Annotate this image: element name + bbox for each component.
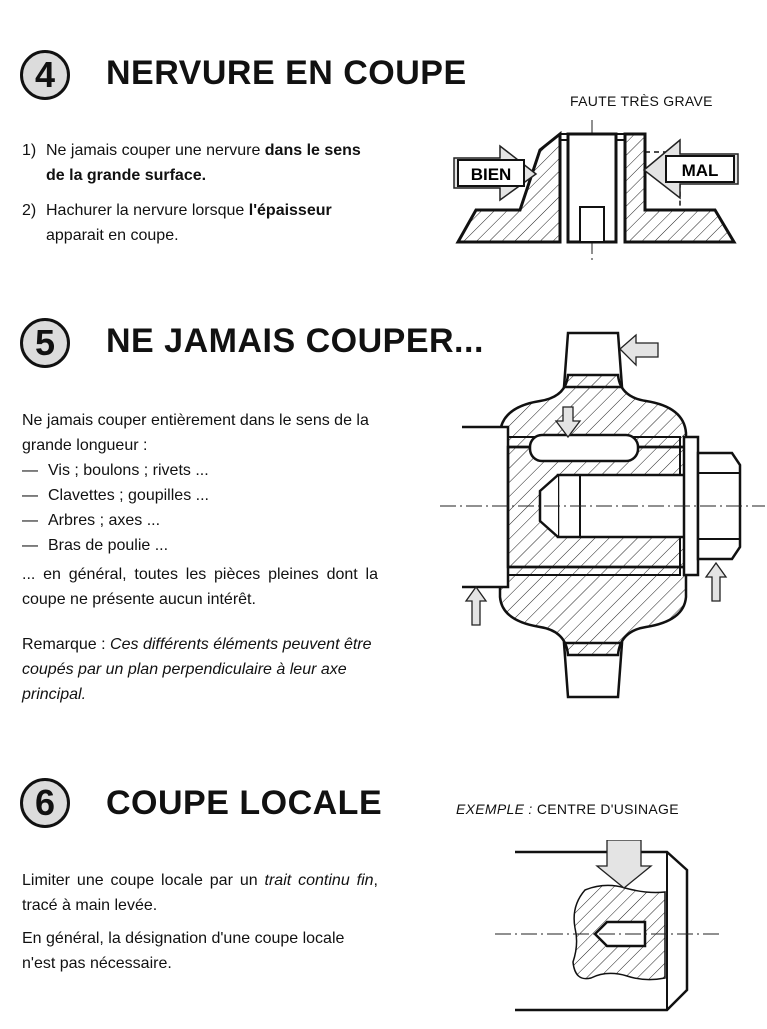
list-item-text: Vis ; boulons ; rivets ... — [48, 462, 209, 479]
remark-text: Ces différents éléments peuvent être coupés par un plan perpendiculaire à leur axe principal. — [22, 636, 372, 703]
list-item — [22, 458, 378, 483]
section-5-title: NE JAMAIS COUPER... — [106, 322, 484, 360]
rule-1 — [22, 138, 377, 188]
list-item-text: Bras de poulie ... — [48, 537, 169, 554]
section-5-number: 5 — [20, 318, 70, 368]
section-5-body — [22, 408, 378, 707]
list-item — [22, 533, 378, 558]
rule-2-number: 2) — [22, 202, 37, 219]
section-4-figure-caption: FAUTE TRÈS GRAVE — [570, 93, 713, 109]
list-item-text: Clavettes ; goupilles ... — [48, 487, 209, 504]
p1-italic: trait continu fin — [264, 872, 374, 889]
rule-1-text-regular: Ne jamais couper une nervure — [46, 142, 265, 159]
rule-2-text-end: apparait en coupe. — [46, 227, 179, 244]
p1-regular: Limiter une coupe locale par un — [22, 872, 265, 889]
rule-2-text — [46, 198, 377, 248]
list-dash: — — [22, 537, 38, 554]
rule-2-text-regular: Hachurer la nervure lorsque — [46, 202, 249, 219]
rule-1-text — [46, 138, 377, 188]
list-dash: — — [22, 462, 38, 479]
section-6-number: 6 — [20, 778, 70, 828]
section-4-rules — [22, 138, 377, 248]
section-5-general: ... en général, toutes les pièces pleines dont la coupe ne présente aucun intérêt. — [22, 566, 378, 608]
list-dash: — — [22, 487, 38, 504]
section-6-title: COUPE LOCALE — [106, 784, 383, 822]
remark-label: Remarque : — [22, 636, 111, 653]
caption-italic: EXEMPLE : — [456, 801, 533, 817]
arrow-shaft — [466, 587, 486, 625]
list-item — [22, 508, 378, 533]
list-dash: — — [22, 512, 38, 529]
rule-2-text-bold: l'épaisseur — [248, 202, 332, 219]
list-item — [22, 483, 378, 508]
rule-1-text-bold: dans le sens de la grande surface. — [46, 142, 361, 184]
p1-end: , tracé à main levée. — [22, 872, 378, 914]
section-4-number: 4 — [20, 50, 70, 100]
rib-section-figure — [440, 112, 760, 267]
shaft — [462, 427, 508, 587]
pulley-hub-figure — [440, 325, 765, 705]
label-good: BIEN — [470, 165, 512, 184]
rule-1-number: 1) — [22, 142, 37, 159]
section-6-figure-caption — [456, 801, 679, 817]
section-6-body — [22, 868, 378, 976]
caption-text: CENTRE D'USINAGE — [536, 801, 679, 817]
rule-2 — [22, 198, 377, 248]
list-item-text: Arbres ; axes ... — [48, 512, 161, 529]
section-5-remark — [22, 632, 378, 707]
arrow-arm — [620, 335, 658, 365]
section-4-title: NERVURE EN COUPE — [106, 54, 467, 92]
key — [530, 435, 638, 461]
local-section-figure — [495, 840, 740, 1020]
section-6-p1 — [22, 868, 378, 918]
section-5-intro: Ne jamais couper entièrement dans le sens de la grande longueur : — [22, 412, 369, 454]
arrow-screw — [706, 563, 726, 601]
section-6-p2: En général, la désignation d'une coupe locale n'est pas nécessaire. — [22, 930, 345, 972]
hub-bottom — [500, 567, 686, 655]
label-bad: MAL — [681, 161, 719, 180]
